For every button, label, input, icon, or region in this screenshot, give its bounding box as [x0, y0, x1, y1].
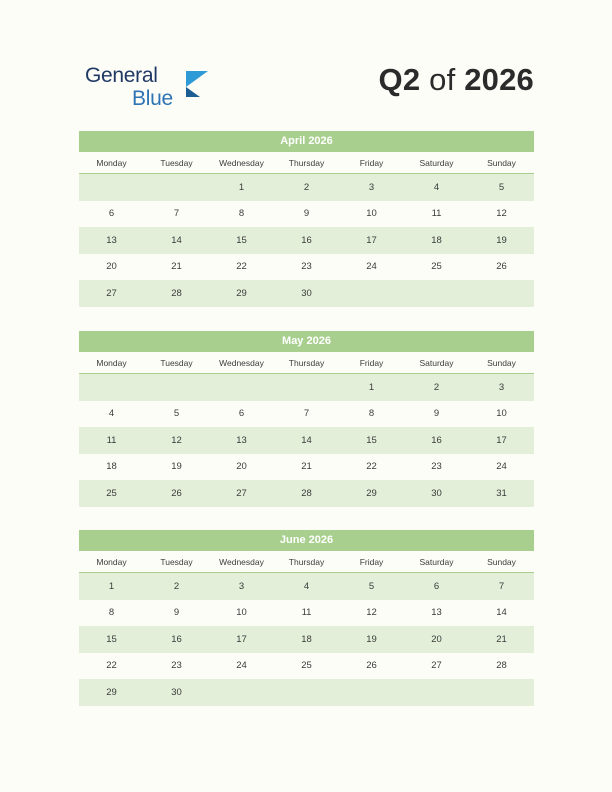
day-cell: 3	[339, 174, 404, 201]
week-row	[79, 427, 534, 454]
weekday-thursday: Thursday	[274, 551, 339, 573]
day-cell: 25	[274, 653, 339, 680]
day-cell: 28	[274, 480, 339, 507]
day-cell: 7	[274, 401, 339, 428]
general-blue-logo	[79, 64, 269, 116]
day-cell: 12	[144, 427, 209, 454]
week-row	[79, 174, 534, 201]
day-cell: 10	[469, 401, 534, 428]
day-cell: 19	[469, 227, 534, 254]
logo-text-blue: Blue	[132, 87, 173, 110]
day-cell: 2	[274, 174, 339, 201]
day-cell: 3	[209, 573, 274, 600]
day-cell: 24	[339, 254, 404, 281]
day-cell: 8	[79, 600, 144, 627]
day-cell: 17	[339, 227, 404, 254]
weekday-friday: Friday	[339, 152, 404, 174]
day-cell	[469, 679, 534, 706]
day-cell: 22	[339, 454, 404, 481]
day-cell: 1	[79, 573, 144, 600]
day-cell	[339, 679, 404, 706]
day-cell: 10	[209, 600, 274, 627]
day-cell: 9	[404, 401, 469, 428]
day-cell: 26	[339, 653, 404, 680]
day-cell: 14	[144, 227, 209, 254]
day-cell: 25	[404, 254, 469, 281]
day-cell: 17	[209, 626, 274, 653]
day-cell: 5	[469, 174, 534, 201]
day-cell: 8	[209, 201, 274, 228]
weekday-monday: Monday	[79, 551, 144, 573]
weekday-thursday: Thursday	[274, 352, 339, 374]
week-row	[79, 573, 534, 600]
day-cell: 24	[469, 454, 534, 481]
month-block-june	[79, 530, 534, 706]
day-cell: 19	[339, 626, 404, 653]
triangle-logo-icon-shadow	[186, 87, 200, 97]
weekday-tuesday: Tuesday	[144, 352, 209, 374]
day-cell: 2	[404, 374, 469, 401]
weekday-saturday: Saturday	[404, 352, 469, 374]
day-cell: 20	[404, 626, 469, 653]
month-block-april	[79, 131, 534, 307]
weekday-tuesday: Tuesday	[144, 551, 209, 573]
page-header	[79, 58, 534, 118]
month-title: May 2026	[79, 331, 534, 352]
day-cell	[274, 374, 339, 401]
day-cell: 29	[339, 480, 404, 507]
day-cell	[339, 280, 404, 307]
day-cell: 12	[339, 600, 404, 627]
weekday-thursday: Thursday	[274, 152, 339, 174]
day-cell: 13	[79, 227, 144, 254]
week-row	[79, 480, 534, 507]
logo-text-general: General	[85, 64, 158, 87]
weekday-friday: Friday	[339, 551, 404, 573]
weekday-monday: Monday	[79, 352, 144, 374]
month-table	[79, 551, 534, 706]
month-table	[79, 152, 534, 307]
day-cell: 26	[469, 254, 534, 281]
day-cell: 8	[339, 401, 404, 428]
day-cell: 1	[209, 174, 274, 201]
day-cell: 5	[144, 401, 209, 428]
day-cell: 20	[209, 454, 274, 481]
month-title: April 2026	[79, 131, 534, 152]
week-row	[79, 454, 534, 481]
day-cell: 19	[144, 454, 209, 481]
page-title	[379, 62, 534, 98]
day-cell: 15	[339, 427, 404, 454]
weekday-header-row	[79, 152, 534, 174]
week-row	[79, 201, 534, 228]
day-cell: 6	[404, 573, 469, 600]
day-cell: 23	[144, 653, 209, 680]
day-cell: 16	[144, 626, 209, 653]
week-row	[79, 280, 534, 307]
day-cell	[404, 679, 469, 706]
day-cell: 3	[469, 374, 534, 401]
week-row	[79, 626, 534, 653]
day-cell: 24	[209, 653, 274, 680]
day-cell: 31	[469, 480, 534, 507]
day-cell: 9	[274, 201, 339, 228]
day-cell: 5	[339, 573, 404, 600]
day-cell: 28	[469, 653, 534, 680]
day-cell: 10	[339, 201, 404, 228]
weekday-wednesday: Wednesday	[209, 152, 274, 174]
title-quarter: Q2	[378, 62, 421, 97]
day-cell: 21	[144, 254, 209, 281]
weekday-saturday: Saturday	[404, 152, 469, 174]
weekday-sunday: Sunday	[469, 352, 534, 374]
week-row	[79, 600, 534, 627]
weekday-wednesday: Wednesday	[209, 551, 274, 573]
day-cell	[274, 679, 339, 706]
week-row	[79, 679, 534, 706]
day-cell	[144, 374, 209, 401]
triangle-logo-icon	[186, 71, 208, 87]
day-cell: 17	[469, 427, 534, 454]
weekday-header-row	[79, 352, 534, 374]
week-row	[79, 227, 534, 254]
day-cell	[469, 280, 534, 307]
day-cell: 2	[144, 573, 209, 600]
day-cell: 11	[274, 600, 339, 627]
day-cell: 21	[469, 626, 534, 653]
day-cell: 27	[209, 480, 274, 507]
day-cell: 18	[79, 454, 144, 481]
day-cell: 15	[209, 227, 274, 254]
day-cell: 4	[274, 573, 339, 600]
day-cell	[79, 174, 144, 201]
day-cell: 28	[144, 280, 209, 307]
day-cell: 9	[144, 600, 209, 627]
day-cell: 18	[404, 227, 469, 254]
day-cell: 27	[79, 280, 144, 307]
day-cell: 29	[209, 280, 274, 307]
weekday-tuesday: Tuesday	[144, 152, 209, 174]
day-cell: 1	[339, 374, 404, 401]
day-cell: 25	[79, 480, 144, 507]
day-cell: 22	[79, 653, 144, 680]
week-row	[79, 401, 534, 428]
day-cell: 6	[79, 201, 144, 228]
title-of: of	[429, 62, 456, 97]
week-row	[79, 374, 534, 401]
day-cell: 7	[144, 201, 209, 228]
day-cell: 7	[469, 573, 534, 600]
day-cell: 30	[274, 280, 339, 307]
day-cell: 20	[79, 254, 144, 281]
weekday-header-row	[79, 551, 534, 573]
day-cell: 6	[209, 401, 274, 428]
day-cell: 14	[469, 600, 534, 627]
day-cell	[404, 280, 469, 307]
week-row	[79, 254, 534, 281]
month-table	[79, 352, 534, 507]
day-cell	[209, 679, 274, 706]
weekday-wednesday: Wednesday	[209, 352, 274, 374]
day-cell: 4	[79, 401, 144, 428]
day-cell: 12	[469, 201, 534, 228]
day-cell: 11	[404, 201, 469, 228]
day-cell: 22	[209, 254, 274, 281]
month-title: June 2026	[79, 530, 534, 551]
day-cell	[144, 174, 209, 201]
weekday-sunday: Sunday	[469, 551, 534, 573]
day-cell: 23	[404, 454, 469, 481]
day-cell: 16	[404, 427, 469, 454]
day-cell: 11	[79, 427, 144, 454]
title-year: 2026	[464, 62, 534, 97]
weekday-sunday: Sunday	[469, 152, 534, 174]
weekday-monday: Monday	[79, 152, 144, 174]
week-row	[79, 653, 534, 680]
day-cell: 23	[274, 254, 339, 281]
day-cell: 27	[404, 653, 469, 680]
day-cell	[209, 374, 274, 401]
month-block-may	[79, 331, 534, 507]
day-cell: 18	[274, 626, 339, 653]
day-cell: 13	[404, 600, 469, 627]
day-cell: 30	[404, 480, 469, 507]
day-cell: 26	[144, 480, 209, 507]
day-cell: 29	[79, 679, 144, 706]
day-cell: 15	[79, 626, 144, 653]
day-cell: 14	[274, 427, 339, 454]
day-cell: 13	[209, 427, 274, 454]
weekday-saturday: Saturday	[404, 551, 469, 573]
day-cell: 21	[274, 454, 339, 481]
day-cell: 4	[404, 174, 469, 201]
day-cell: 30	[144, 679, 209, 706]
weekday-friday: Friday	[339, 352, 404, 374]
day-cell: 16	[274, 227, 339, 254]
day-cell	[79, 374, 144, 401]
